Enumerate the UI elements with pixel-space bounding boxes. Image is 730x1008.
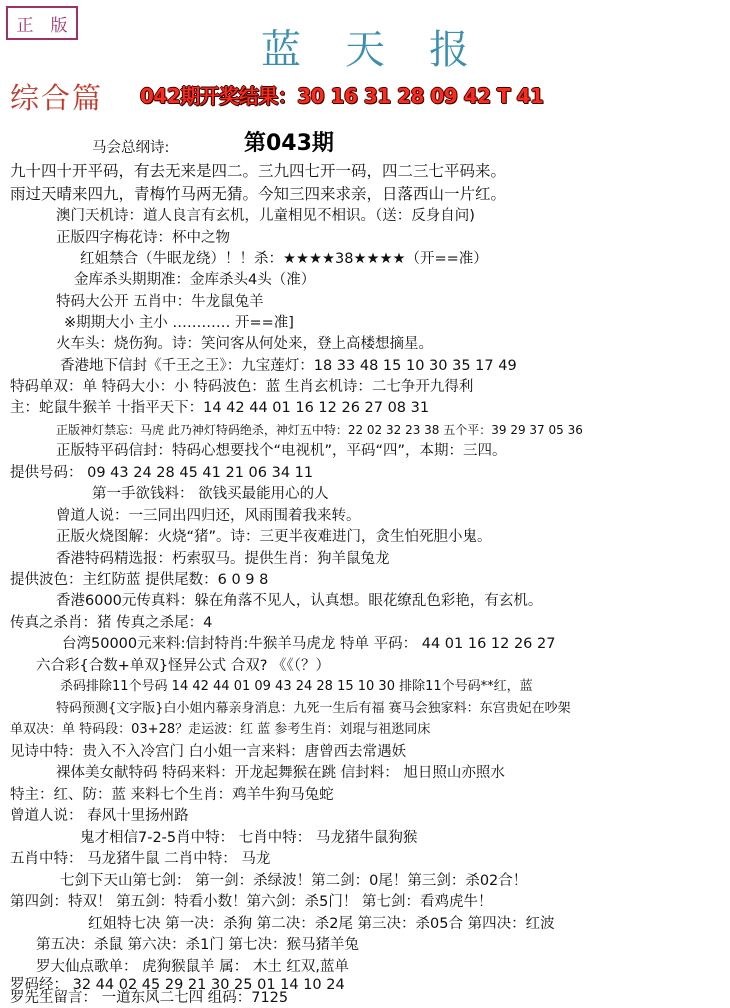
text-line: 五肖中特： 马龙猪牛鼠 二肖中特： 马龙 [10,851,271,867]
text-line: 香港地下信封《千王之王》：九宝莲灯：18 33 48 15 10 30 35 17 49 [60,358,517,374]
text-line: 六合彩{合数+单双}怪异公式 合双? 《《（？） [36,658,331,674]
text-line: 正版火烧图解：火烧“猪”。诗：三更半夜难进门，贪生怕死胆小鬼。 [56,529,492,545]
text-line: 特码预测{文字版}白小姐内幕亲身消息：九死一生后有福 赛马会独家料：东宫贵妃在吵架 [56,701,571,716]
text-line: 第五决：杀鼠 第六决：杀1门 第七决：猴马猪羊兔 [36,937,359,953]
text-line: ※期期大小 主小 ………… 开==准] [64,315,294,331]
text-line: 红姐特七决 第一决：杀狗 第二决：杀2尾 第三决：杀05合 第四决：红波 [88,916,555,932]
text-line: 澳门天机诗：道人良言有玄机，儿童相见不相识。（送：反身自问) [56,208,475,224]
text-line: 火车头：烧伤狗。诗：笑问客从何处来，登上高楼想摘星。 [56,336,433,352]
text-line: 雨过天晴来四九，青梅竹马两无猜。今知三四来求亲，日落西山一片红。 [10,185,507,203]
text-line: 主：蛇鼠牛猴羊 十指平天下：14 42 44 01 16 12 26 27 08 31 [10,400,430,416]
masthead-title: 蓝天报 [261,27,513,73]
text-line: 金库杀头期期准：金库杀头4头（准） [74,272,316,288]
section-title: 综合篇 [10,81,104,115]
text-line: 九十四十开平码，有去无来是四二。三九四七开一码，四二三七平码来。 [10,162,507,180]
text-line: 特码大公开 五肖中：牛龙鼠兔羊 [56,294,264,310]
text-line: 单双决：单 特码段：03+28？走运波：红 蓝 参考生肖：刘琨与祖逖同床 [10,722,431,737]
text-line: 罗先生留言： 一道东风二七四 组码：7125 [10,990,289,1006]
text-line: 见诗中特：贵入不入冷宫门 白小姐一言来料：唐曾西去常遇妖 [10,744,407,760]
text-line: 第一手欲钱料： 欲钱买最能用心的人 [92,486,329,502]
text-line: 红姐禁合（牛眠龙绕）！！杀：★★★★38★★★★（开==准） [80,251,488,267]
text-line: 提供号码： 09 43 24 28 45 41 21 06 34 11 [10,465,314,481]
text-line: 正版特平码信封：特码心想要找个“电视机”，平码“四”，本期：三四。 [56,443,507,459]
text-line: 七剑下天山第七剑： 第一剑：杀绿波！第二剑：0尾！第三剑：杀02合！ [60,873,528,889]
text-line: 杀码排除11个号码 14 42 44 01 09 43 24 28 15 10 30 排除11个号码**红，蓝 [60,679,533,694]
text-line: 罗大仙点歌单： 虎狗猴鼠羊 属： 木土 红双,蓝单 [36,959,350,975]
text-line: 香港特码精选报：朽索驭马。提供生肖：狗羊鼠兔龙 [56,551,390,567]
text-line: 第四剑：特双！ 第五剑：特看小数！第六剑：杀5门！ 第七剑：看鸡虎牛！ [10,894,493,910]
text-line: 香港6000元传真料：躲在角落不见人，认真想。眼花缭乱色彩艳，有玄机。 [56,593,543,609]
text-line: 曾道人说：一三同出四归还，风雨围着我来转。 [56,508,361,524]
text-line: 特码单双：单 特码大小：小 特码波色：蓝 生肖玄机诗：二七争开九得利 [10,379,474,395]
text-line: 鬼才相信7-2-5肖中特： 七肖中特： 马龙猪牛鼠狗猴 [80,830,418,846]
stamp-char-right: 版 [50,15,68,36]
stamp-char-left: 正 [16,15,34,36]
text-line: 正版神灯禁忘：马虎 此乃神灯特码绝杀，神灯五中特：22 02 32 23 38 五个平：39 29 37 05 36 [56,423,583,437]
text-line: 马会总纲诗: [92,140,170,156]
result-banner: 042期开奖结果：30 16 31 28 09 42 T 41 [140,84,544,108]
issue-number: 第043期 [244,131,334,156]
text-line: 罗码经： 32 44 02 45 29 21 30 25 01 14 10 24 [10,977,345,993]
text-line: 正版四字梅花诗：杯中之物 [56,230,230,246]
text-line: 曾道人说： 春风十里扬州路 [10,808,189,824]
text-line: 台湾50000元来料:信封特肖:牛猴羊马虎龙 特单 平码： 44 01 16 12 26 27 [62,636,556,652]
text-line: 裸体美女献特码 特码来料：开龙起舞猴在跳 信封料： 旭日照山亦照水 [56,765,505,781]
text-line: 特主：红、防：蓝 来料七个生肖：鸡羊牛狗马兔蛇 [10,787,334,803]
text-line: 提供波色：主红防蓝 提供尾数：6 0 9 8 [10,572,269,588]
text-line: 传真之杀肖：猪 传真之杀尾：4 [10,615,213,631]
